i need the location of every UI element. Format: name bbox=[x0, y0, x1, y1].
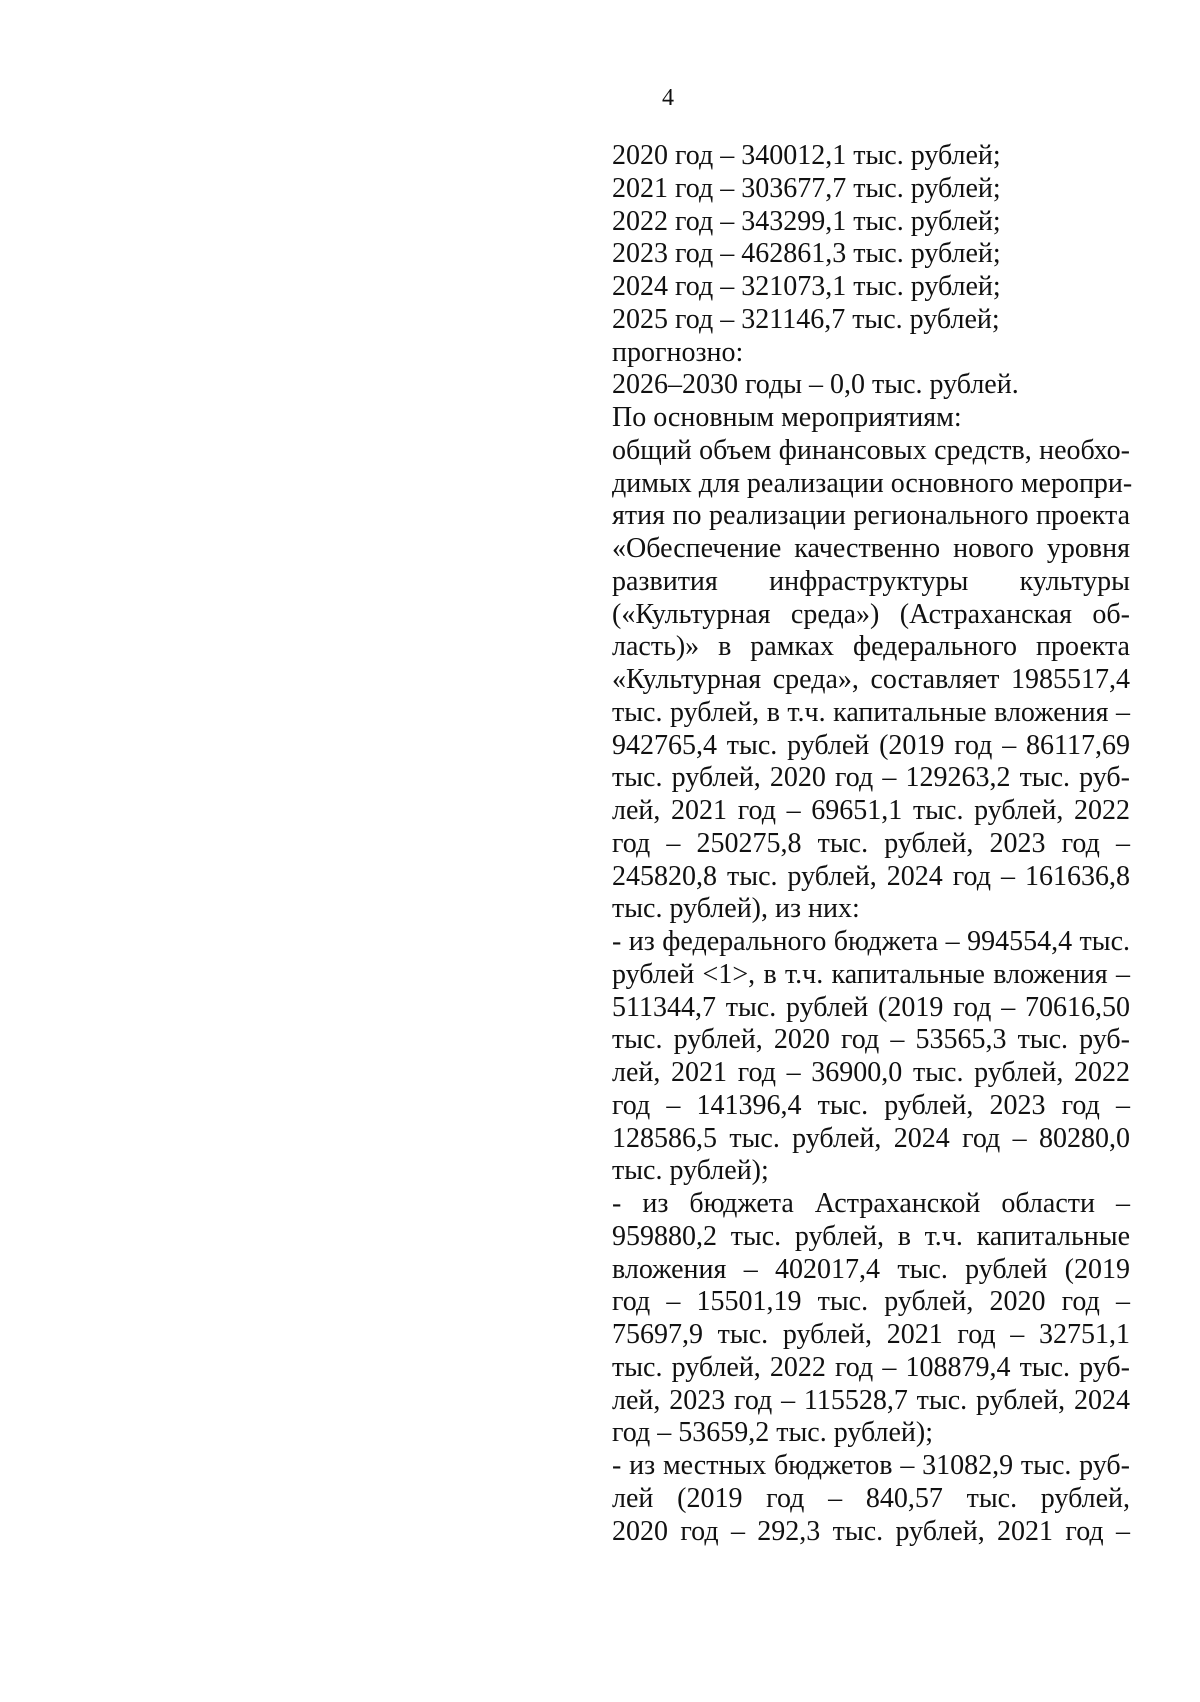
text-line: вложения – 402017,4 тыс. рублей (2019 bbox=[612, 1253, 1130, 1285]
text-line: 511344,7 тыс. рублей (2019 год – 70616,50 bbox=[612, 991, 1130, 1023]
text-line: год – 15501,19 тыс. рублей, 2020 год – bbox=[612, 1286, 1130, 1318]
text-line: 942765,4 тыс. рублей (2019 год – 86117,69 bbox=[612, 729, 1130, 761]
text-line: лей, 2021 год – 69651,1 тыс. рублей, 2022 bbox=[612, 795, 1130, 826]
text-line: тыс. рублей, 2020 год – 53565,3 тыс. руб- bbox=[612, 1024, 1130, 1056]
text-line: 2022 год – 343299,1 тыс. рублей; bbox=[612, 205, 1001, 237]
text-line: лей (2019 год – 840,57 тыс. рублей, bbox=[612, 1482, 1130, 1514]
text-line: - из местных бюджетов – 31082,9 тыс. руб- bbox=[612, 1450, 1130, 1481]
text-line: год – 250275,8 тыс. рублей, 2023 год – bbox=[612, 827, 1130, 859]
text-line: рублей <1>, в т.ч. капитальные вложения – bbox=[612, 958, 1130, 990]
text-line: лей, 2021 год – 36900,0 тыс. рублей, 2022 bbox=[612, 1057, 1130, 1088]
text-line: 2020 год – 292,3 тыс. рублей, 2021 год – bbox=[612, 1515, 1130, 1547]
text-line: тыс. рублей, в т.ч. капитальные вложения – bbox=[612, 696, 1130, 728]
text-line: «Обеспечение качественно нового уровня bbox=[612, 533, 1130, 564]
text-line: общий объем финансовых средств, необхо- bbox=[612, 434, 1130, 466]
text-line: 2025 год – 321146,7 тыс. рублей; bbox=[612, 303, 1000, 335]
text-line: тыс. рублей); bbox=[612, 1155, 769, 1187]
text-line: 128586,5 тыс. рублей, 2024 год – 80280,0 bbox=[612, 1122, 1130, 1154]
page-number: 4 bbox=[662, 85, 674, 111]
text-line: 2026–2030 годы – 0,0 тыс. рублей. bbox=[612, 369, 1019, 401]
text-line: - из федерального бюджета – 994554,4 тыс. bbox=[612, 926, 1130, 957]
text-line: ятия по реализации регионального проекта bbox=[612, 500, 1130, 532]
text-line: год – 141396,4 тыс. рублей, 2023 год – bbox=[612, 1089, 1130, 1121]
text-line: - из бюджета Астраханской области – bbox=[612, 1188, 1130, 1219]
text-line: 2021 год – 303677,7 тыс. рублей; bbox=[612, 172, 1001, 204]
text-line: развития инфраструктуры культуры bbox=[612, 565, 1130, 597]
text-line: прогнозно: bbox=[612, 336, 744, 368]
text-line: 2023 год – 462861,3 тыс. рублей; bbox=[612, 238, 1001, 270]
text-line: 2020 год – 340012,1 тыс. рублей; bbox=[612, 140, 1001, 171]
text-line: тыс. рублей, 2020 год – 129263,2 тыс. руб- bbox=[612, 762, 1130, 794]
text-line: лей, 2023 год – 115528,7 тыс. рублей, 2024 bbox=[612, 1384, 1130, 1416]
text-line: 75697,9 тыс. рублей, 2021 год – 32751,1 bbox=[612, 1319, 1130, 1350]
text-line: «Культурная среда», составляет 1985517,4 bbox=[612, 664, 1130, 695]
text-line: («Культурная среда») (Астраханская об- bbox=[612, 598, 1130, 630]
text-line: По основным мероприятиям: bbox=[612, 402, 962, 433]
text-line: димых для реализации основного меропри- bbox=[612, 467, 1133, 499]
text-line: тыс. рублей, 2022 год – 108879,4 тыс. руб- bbox=[612, 1351, 1130, 1383]
body-text bbox=[612, 140, 1133, 1548]
text-line: 245820,8 тыс. рублей, 2024 год – 161636,8 bbox=[612, 860, 1130, 892]
text-line: год – 53659,2 тыс. рублей); bbox=[612, 1417, 934, 1449]
text-line: 959880,2 тыс. рублей, в т.ч. капитальные bbox=[612, 1220, 1130, 1252]
text-line: ласть)» в рамках федерального проекта bbox=[612, 631, 1130, 663]
text-line: 2024 год – 321073,1 тыс. рублей; bbox=[612, 271, 1001, 302]
text-line: тыс. рублей), из них: bbox=[612, 893, 860, 925]
